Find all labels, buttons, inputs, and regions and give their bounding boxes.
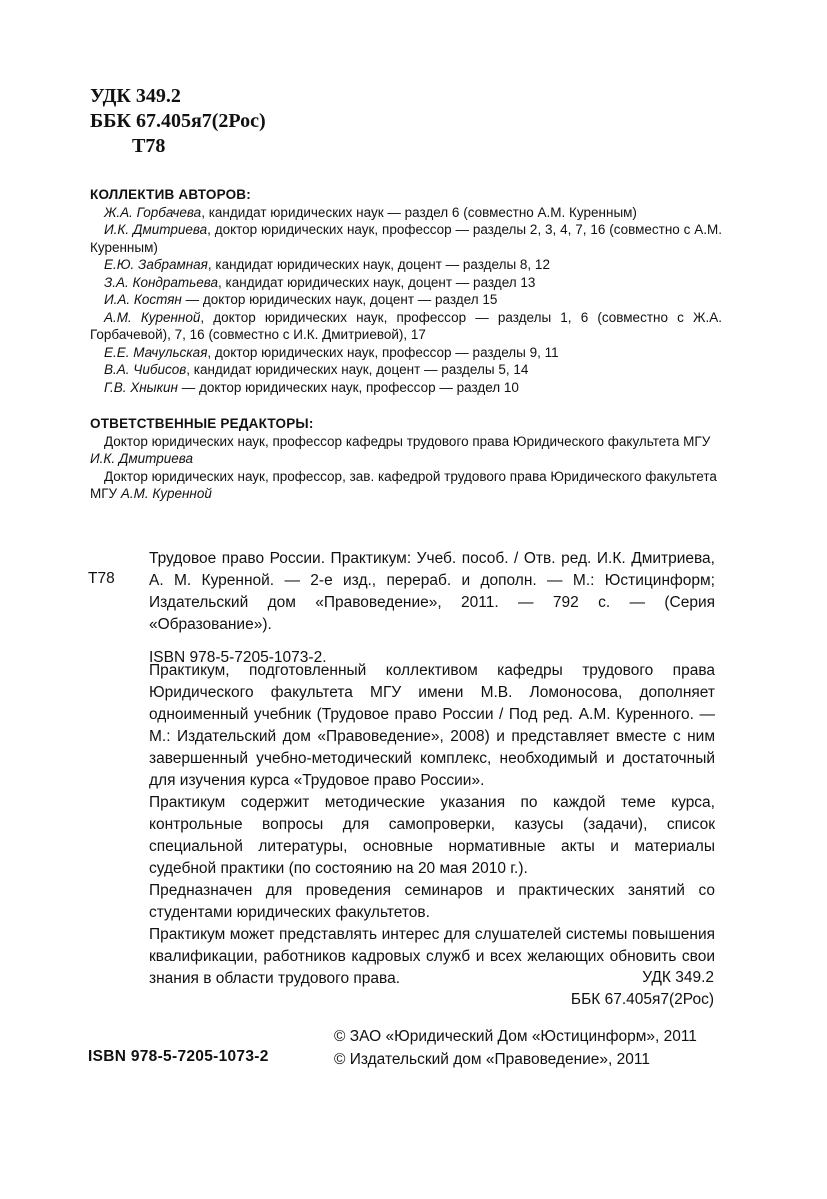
author-line — [90, 379, 722, 397]
catalog-isbn: ISBN 978-5-7205-1073-2. — [149, 649, 327, 666]
catalog-sign: Т78 — [88, 570, 115, 587]
author-name: Г.В. Хныкин — [104, 379, 178, 395]
author-line — [90, 221, 722, 256]
author-name: И.А. Костян — [104, 292, 182, 307]
author-details: , кандидат юридических наук, доцент — разделы 8, 12 — [207, 257, 550, 272]
udk-code: УДК 349.2 — [90, 85, 181, 107]
author-details: , кандидат юридических наук, доцент — раздел 13 — [218, 274, 536, 290]
isbn: ISBN 978-5-7205-1073-2 — [88, 1048, 269, 1065]
copyright-line: © ЗАО «Юридический Дом «Юстицинформ», 2011 — [334, 1028, 697, 1045]
bibliographic-description: Трудовое право России. Практикум: Учеб. пособ. / Отв. ред. И.К. Дмитриева, А. М. Куренной. — 2-е изд., перераб. и дополн. — М.: Юстицинформ; Издательский дом «Правоведение», 2011. — 792 с. — (Серия «Образование»). — [149, 550, 715, 633]
abstract — [149, 660, 715, 990]
author-line — [90, 344, 722, 362]
editor-details: Доктор юридических наук, профессор кафедры трудового права Юридического факультета МГУ — [104, 433, 711, 449]
author-details: , доктор юридических наук, профессор — разделы 2, 3, 4, 7, 16 (совместно с А.М. Куренным) — [90, 222, 722, 255]
author-name: И.К. Дмитриева — [104, 222, 208, 237]
author-line — [90, 204, 722, 222]
catalog-entry — [149, 548, 715, 669]
author-name: З.А. Кондратьева — [104, 274, 219, 290]
author-line — [90, 256, 722, 274]
editor-name: И.К. Дмитриева — [90, 451, 194, 466]
abstract-paragraph: Предназначен для проведения семинаров и практических занятий со студентами юридических факультетов. — [149, 882, 715, 921]
author-name: Е.Е. Мачульская — [104, 344, 208, 360]
editor-name: А.М. Куренной — [120, 486, 212, 501]
editors-section — [90, 415, 722, 503]
author-details: — доктор юридических наук, профессор — раздел 10 — [177, 379, 519, 395]
editor-details: Доктор юридических наук, профессор, зав. кафедрой трудового права Юридического факультета МГУ — [90, 468, 717, 501]
author-details: , кандидат юридических наук, доцент — разделы 5, 14 — [186, 362, 529, 377]
author-details: , кандидат юридических наук — раздел 6 (совместно А.М. Куренным) — [201, 204, 637, 220]
udk-code-footer: УДК 349.2 — [642, 969, 714, 986]
editors-title: ОТВЕТСТВЕННЫЕ РЕДАКТОРЫ: — [90, 416, 314, 431]
author-details: — доктор юридических наук, доцент — раздел 15 — [181, 292, 498, 307]
author-line — [90, 361, 722, 379]
editor-line — [90, 468, 722, 503]
authors-title: КОЛЛЕКТИВ АВТОРОВ: — [90, 187, 251, 202]
author-line — [90, 291, 722, 309]
author-name: А.М. Куренной — [104, 309, 201, 325]
author-details: , доктор юридических наук, профессор — разделы 1, 6 (совместно с Ж.А. Горбачевой), 7, 16 (совместно с И.К. Дмитриевой), 17 — [90, 309, 722, 342]
author-name: Ж.А. Горбачева — [104, 204, 202, 220]
author-name: В.А. Чибисов — [104, 362, 187, 377]
abstract-paragraph: Практикум содержит методические указания по каждой теме курса, контрольные вопросы для самопроверки, казусы (задачи), список специальной литературы, основные нормативные акты и материалы судебной практики (по состоянию на 20 мая 2010 г.). — [149, 794, 715, 877]
abstract-paragraph: Практикум, подготовленный коллективом кафедры трудового права Юридического факультета МГУ имени М.В. Ломоносова, дополняет одноименный учебник (Трудовое право России / Под ред. А.М. Куренного. — М.: Издательский дом «Правоведение», 2008) и представляет вместе с ним завершенный учебно-методический комплекс, необходимый и достаточный для изучения курса «Трудовое право России». — [149, 662, 715, 789]
author-line — [90, 274, 722, 292]
abstract-paragraph: Практикум может представлять интерес для слушателей системы повышения квалификации, работников кадровых служб и всех желающих обновить свои знания в области трудового права. — [149, 926, 715, 987]
author-line — [90, 309, 722, 344]
classification-footer — [480, 967, 714, 1011]
copyright-block — [334, 1026, 726, 1071]
author-sign-code: Т78 — [132, 135, 166, 157]
authors-section — [90, 186, 722, 396]
classification-header — [90, 84, 266, 159]
editor-line — [90, 433, 722, 468]
copyright-line: © Издательский дом «Правоведение», 2011 — [334, 1050, 650, 1068]
bbk-code: ББК 67.405я7(2Рос) — [90, 110, 266, 132]
author-name: Е.Ю. Забрамная — [104, 257, 208, 272]
bbk-code-footer: ББК 67.405я7(2Рос) — [570, 991, 714, 1008]
author-details: , доктор юридических наук, профессор — разделы 9, 11 — [207, 344, 559, 360]
